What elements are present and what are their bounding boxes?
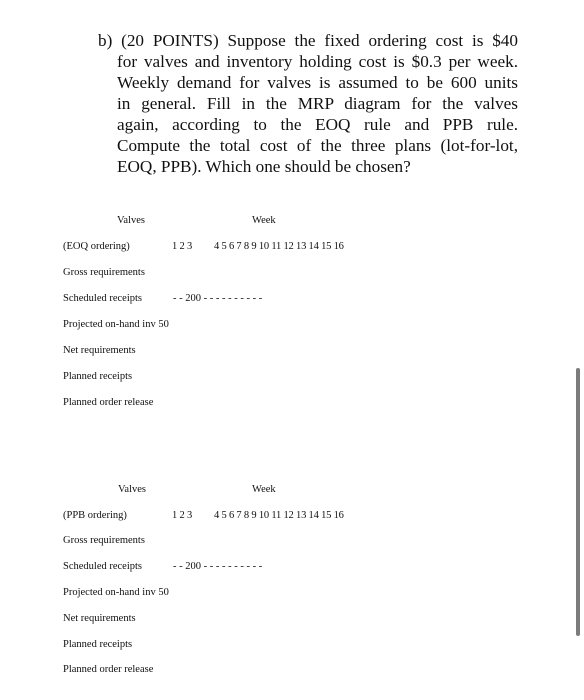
question-line: b) (20 POINTS) Suppose the fixed ordering cost is $40 bbox=[98, 31, 518, 50]
week-numbers-rest: 4 5 6 7 8 9 10 11 12 13 14 15 16 bbox=[214, 241, 344, 252]
row-planned-receipts: Planned receipts bbox=[63, 639, 133, 650]
row-gross-requirements: Gross requirements bbox=[63, 535, 145, 546]
scheduled-receipts-values: - - 200 - - - - - - - - - - bbox=[173, 561, 263, 572]
row-scheduled-receipts: Scheduled receipts bbox=[63, 561, 143, 572]
item-label: Valves bbox=[118, 484, 146, 495]
row-net-requirements: Net requirements bbox=[63, 345, 136, 356]
question-line: Compute the total cost of the three plans (lot-for-lot, bbox=[117, 136, 518, 155]
row-projected-on-hand: Projected on-hand inv 50 bbox=[63, 319, 169, 330]
question-line: for valves and inventory holding cost is $0.3 per week. bbox=[117, 52, 518, 71]
question-line: in general. Fill in the MRP diagram for the valves bbox=[117, 94, 518, 113]
row-planned-order-release: Planned order release bbox=[63, 397, 154, 408]
row-planned-order-release: Planned order release bbox=[63, 664, 154, 675]
method-label: (PPB ordering) bbox=[63, 510, 127, 521]
question-line: again, according to the EOQ rule and PPB rule. bbox=[117, 115, 518, 134]
row-projected-on-hand: Projected on-hand inv 50 bbox=[63, 587, 169, 598]
question-text bbox=[98, 30, 518, 177]
vertical-scrollbar[interactable] bbox=[576, 368, 580, 636]
method-label: (EOQ ordering) bbox=[63, 241, 130, 252]
row-net-requirements: Net requirements bbox=[63, 613, 136, 624]
question-line: EOQ, PPB). Which one should be chosen? bbox=[117, 157, 411, 176]
item-label: Valves bbox=[117, 215, 145, 226]
question-line: Weekly demand for valves is assumed to be 600 units bbox=[117, 73, 518, 92]
week-header: Week bbox=[252, 484, 276, 495]
week-numbers-first: 1 2 3 bbox=[172, 510, 193, 521]
row-planned-receipts: Planned receipts bbox=[63, 371, 133, 382]
row-scheduled-receipts: Scheduled receipts bbox=[63, 293, 143, 304]
scheduled-receipts-values: - - 200 - - - - - - - - - - bbox=[173, 293, 263, 304]
week-numbers-rest: 4 5 6 7 8 9 10 11 12 13 14 15 16 bbox=[214, 510, 344, 521]
week-header: Week bbox=[252, 215, 276, 226]
week-numbers-first: 1 2 3 bbox=[172, 241, 193, 252]
row-gross-requirements: Gross requirements bbox=[63, 267, 145, 278]
